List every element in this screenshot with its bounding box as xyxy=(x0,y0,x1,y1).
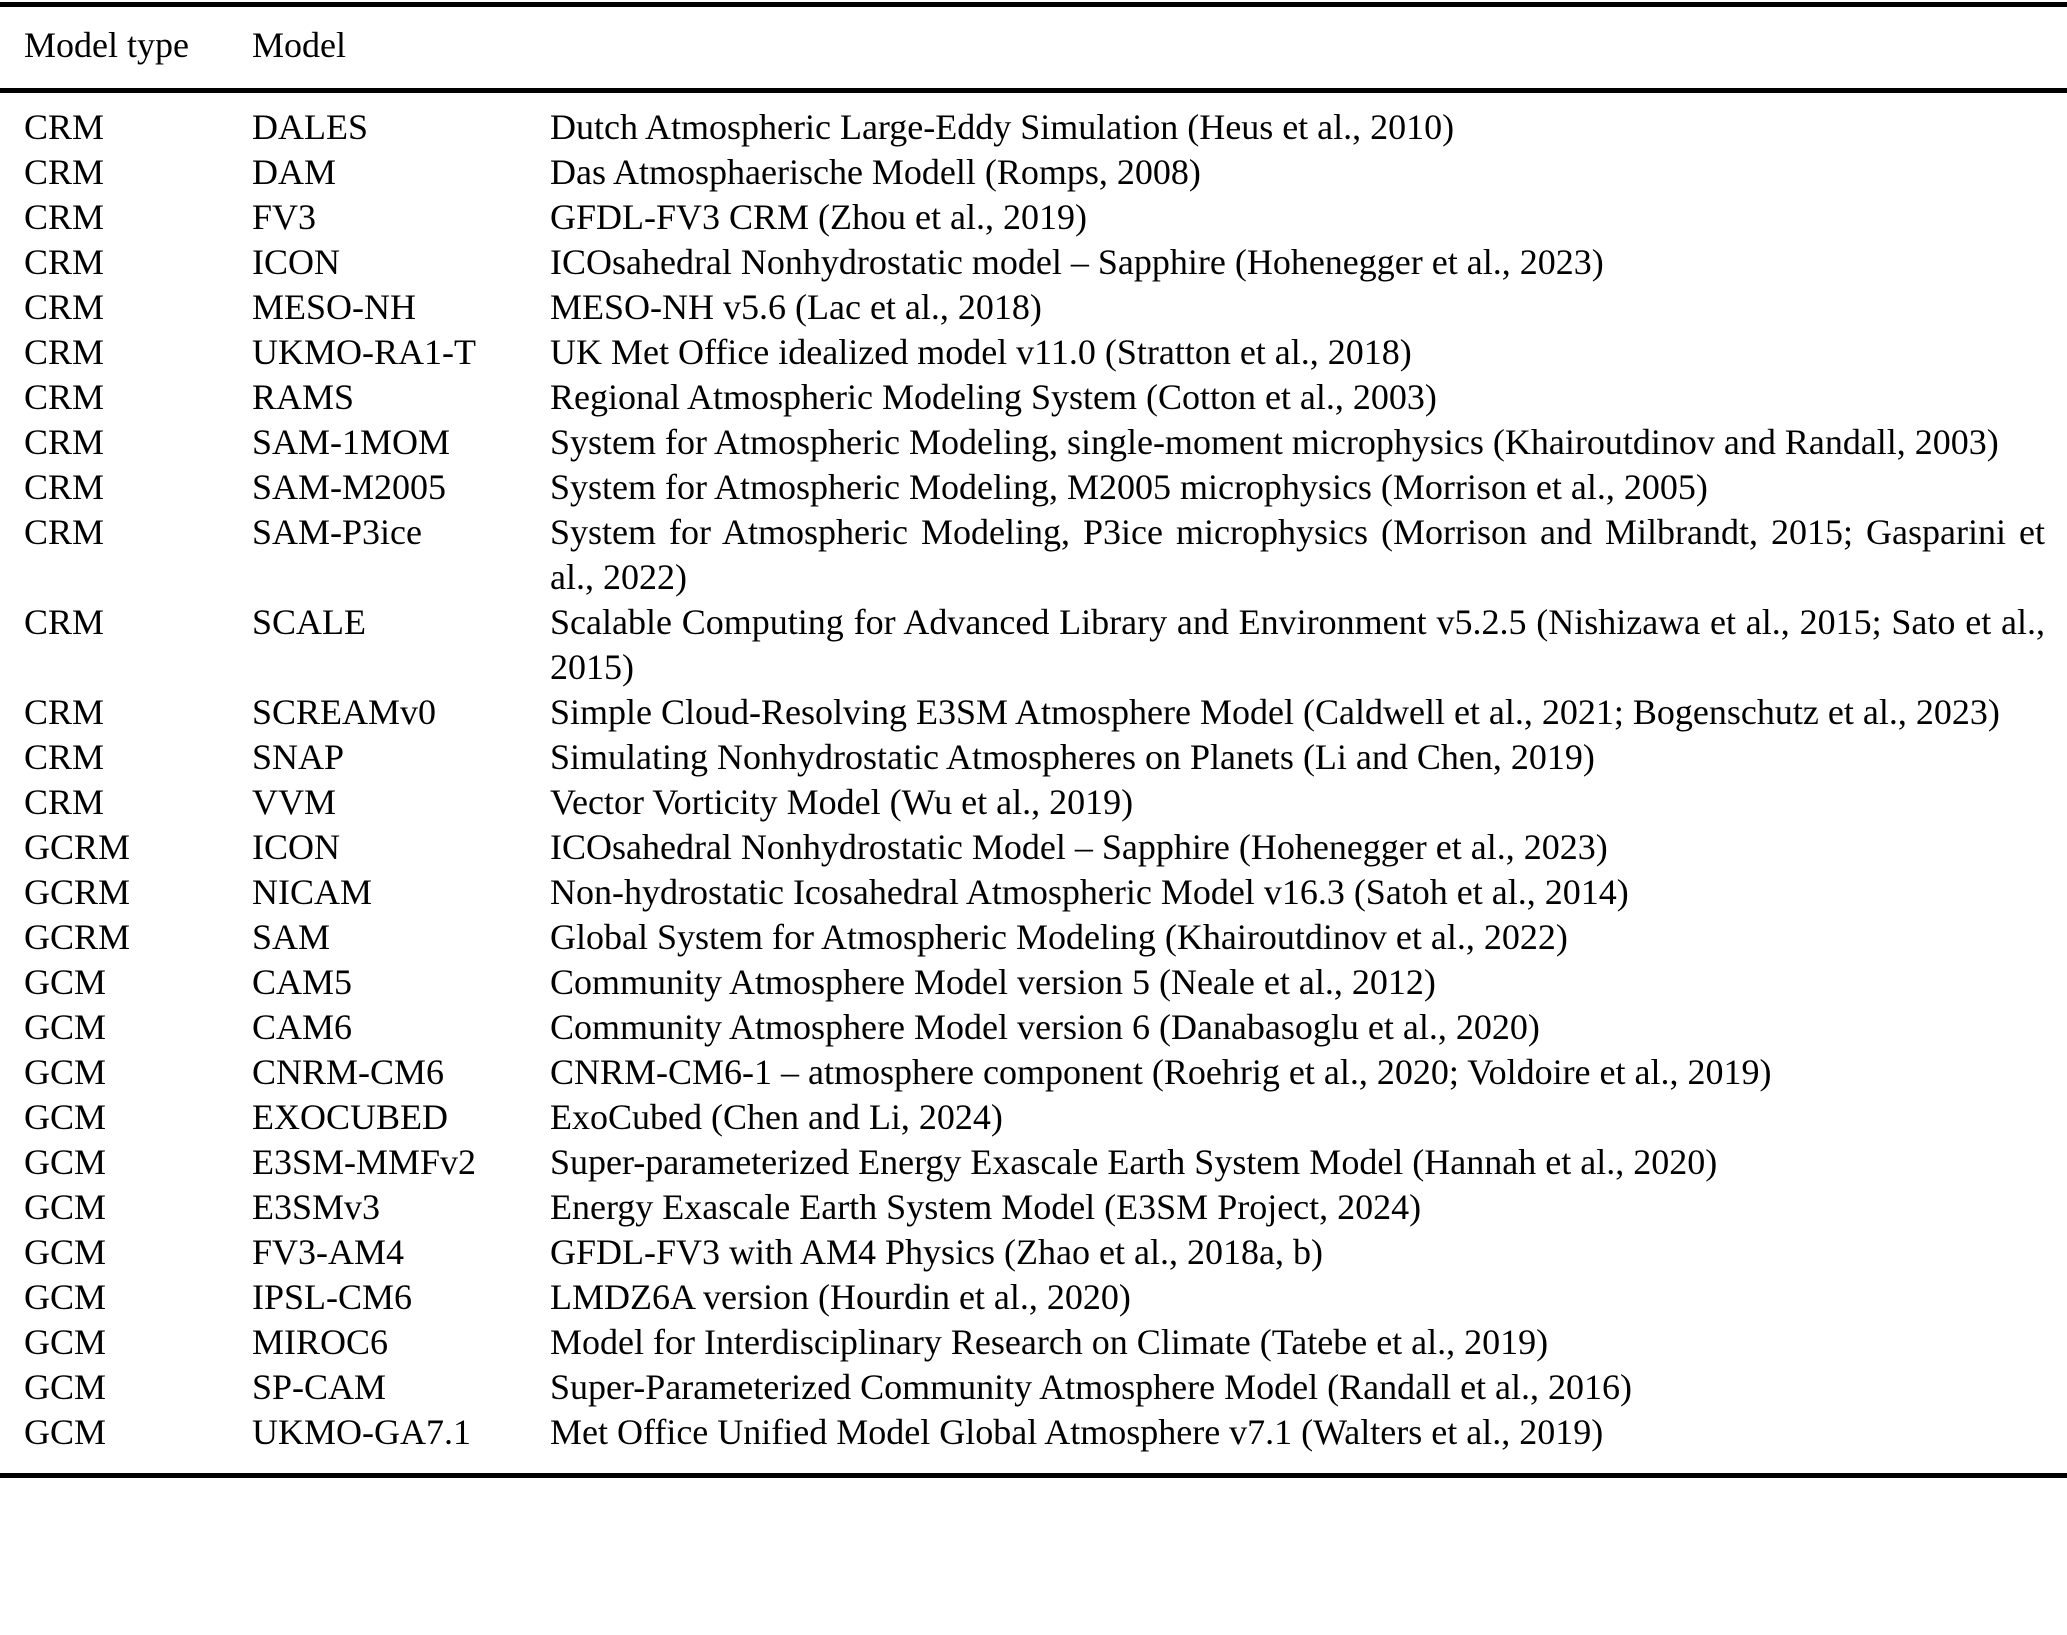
model-description-cell: UK Met Office idealized model v11.0 (Stratton et al., 2018) xyxy=(550,332,1412,372)
model-name-cell: MESO-NH xyxy=(252,287,417,327)
model-description-cell: ICOsahedral Nonhydrostatic Model – Sapphire (Hohenegger et al., 2023) xyxy=(550,827,1608,867)
table-row xyxy=(0,195,2067,240)
table-header-row xyxy=(0,7,2067,88)
model-name-cell: CAM5 xyxy=(252,962,353,1002)
model-description-cell: Vector Vorticity Model (Wu et al., 2019) xyxy=(550,782,1134,822)
model-name-cell: SNAP xyxy=(252,737,345,777)
column-header-model-type: Model type xyxy=(24,25,189,65)
table-bottom-rule xyxy=(0,1473,2067,1478)
table-row xyxy=(0,510,2067,600)
model-type-cell: GCM xyxy=(24,1187,107,1227)
model-type-cell: CRM xyxy=(24,287,105,327)
model-type-cell: GCM xyxy=(24,1322,107,1362)
table-row xyxy=(0,1365,2067,1410)
table-row xyxy=(0,1410,2067,1455)
model-type-cell: CRM xyxy=(24,512,105,552)
model-name-cell: MIROC6 xyxy=(252,1322,389,1362)
model-name-cell: VVM xyxy=(252,782,337,822)
model-name-cell: SAM-M2005 xyxy=(252,467,447,507)
model-description-cell: System for Atmospheric Modeling, single-moment microphysics (Khairoutdinov and Randall, 2003) xyxy=(550,422,1999,462)
model-name-cell: IPSL-CM6 xyxy=(252,1277,413,1317)
model-description-cell: Global System for Atmospheric Modeling (Khairoutdinov et al., 2022) xyxy=(550,917,1568,957)
model-type-cell: CRM xyxy=(24,737,105,777)
model-name-cell: SAM-P3ice xyxy=(252,512,422,552)
model-description-cell: Community Atmosphere Model version 5 (Neale et al., 2012) xyxy=(550,962,1436,1002)
table-row xyxy=(0,465,2067,510)
table-row xyxy=(0,1005,2067,1050)
model-type-cell: GCM xyxy=(24,1412,107,1452)
model-type-cell: GCM xyxy=(24,1097,107,1137)
model-type-cell: CRM xyxy=(24,782,105,822)
model-name-cell: SP-CAM xyxy=(252,1367,387,1407)
model-type-cell: GCRM xyxy=(24,827,131,867)
model-name-cell: CNRM-CM6 xyxy=(252,1052,445,1092)
table-row xyxy=(0,825,2067,870)
model-type-cell: GCRM xyxy=(24,917,131,957)
model-type-cell: GCRM xyxy=(24,872,131,912)
model-description-cell: Community Atmosphere Model version 6 (Danabasoglu et al., 2020) xyxy=(550,1007,1540,1047)
model-name-cell: CAM6 xyxy=(252,1007,353,1047)
column-header-model: Model xyxy=(252,25,346,65)
model-name-cell: UKMO-GA7.1 xyxy=(252,1412,471,1452)
model-type-cell: GCM xyxy=(24,962,107,1002)
model-description-cell: LMDZ6A version (Hourdin et al., 2020) xyxy=(550,1277,1131,1317)
model-name-cell: E3SMv3 xyxy=(252,1187,381,1227)
model-description-cell: Regional Atmospheric Modeling System (Cotton et al., 2003) xyxy=(550,377,1437,417)
model-type-cell: GCM xyxy=(24,1367,107,1407)
table-row xyxy=(0,915,2067,960)
model-name-cell: E3SM-MMFv2 xyxy=(252,1142,477,1182)
model-type-cell: CRM xyxy=(24,197,105,237)
table-row xyxy=(0,375,2067,420)
model-description-cell: Energy Exascale Earth System Model (E3SM Project, 2024) xyxy=(550,1187,1422,1227)
model-name-cell: DALES xyxy=(252,107,368,147)
table-row xyxy=(0,285,2067,330)
table-row xyxy=(0,1095,2067,1140)
model-type-cell: GCM xyxy=(24,1142,107,1182)
table-row xyxy=(0,1185,2067,1230)
model-type-cell: GCM xyxy=(24,1232,107,1272)
model-type-cell: CRM xyxy=(24,242,105,282)
model-type-cell: CRM xyxy=(24,602,105,642)
model-name-cell: SCREAMv0 xyxy=(252,692,437,732)
model-description-cell: MESO-NH v5.6 (Lac et al., 2018) xyxy=(550,287,1042,327)
model-description-cell: ExoCubed (Chen and Li, 2024) xyxy=(550,1097,1003,1137)
model-description-cell: Super-parameterized Energy Exascale Earth System Model (Hannah et al., 2020) xyxy=(550,1142,1718,1182)
table-row xyxy=(0,1050,2067,1095)
table-row xyxy=(0,105,2067,150)
model-description-cell: CNRM-CM6-1 – atmosphere component (Roehrig et al., 2020; Voldoire et al., 2019) xyxy=(550,1052,1772,1092)
model-name-cell: RAMS xyxy=(252,377,355,417)
model-type-cell: CRM xyxy=(24,692,105,732)
model-type-cell: GCM xyxy=(24,1277,107,1317)
model-name-cell: NICAM xyxy=(252,872,373,912)
model-description-cell: Met Office Unified Model Global Atmosphere v7.1 (Walters et al., 2019) xyxy=(550,1412,1604,1452)
column-header-description xyxy=(550,23,2045,68)
model-description-cell: Model for Interdisciplinary Research on Climate (Tatebe et al., 2019) xyxy=(550,1322,1549,1362)
model-name-cell: DAM xyxy=(252,152,337,192)
model-type-cell: GCM xyxy=(24,1007,107,1047)
table-row xyxy=(0,150,2067,195)
model-name-cell: SAM xyxy=(252,917,331,957)
table-row xyxy=(0,780,2067,825)
table-row xyxy=(0,1320,2067,1365)
model-description-cell: ICOsahedral Nonhydrostatic model – Sapphire (Hohenegger et al., 2023) xyxy=(550,242,1604,282)
model-type-cell: GCM xyxy=(24,1052,107,1092)
table-row xyxy=(0,600,2067,690)
model-type-cell: CRM xyxy=(24,377,105,417)
table-row xyxy=(0,240,2067,285)
model-description-cell: System for Atmospheric Modeling, P3ice microphysics (Morrison and Milbrandt, 2015; Gasparini et al., 2022) xyxy=(550,512,2045,597)
table-body xyxy=(0,93,2067,1473)
model-description-cell: GFDL-FV3 CRM (Zhou et al., 2019) xyxy=(550,197,1087,237)
table-row xyxy=(0,870,2067,915)
table-row xyxy=(0,1275,2067,1320)
model-type-cell: CRM xyxy=(24,467,105,507)
model-description-cell: System for Atmospheric Modeling, M2005 microphysics (Morrison et al., 2005) xyxy=(550,467,1708,507)
table-row xyxy=(0,330,2067,375)
paper-table-page xyxy=(0,2,2067,1635)
table-row xyxy=(0,1140,2067,1185)
model-description-cell: Scalable Computing for Advanced Library and Environment v5.2.5 (Nishizawa et al., 2015; Sato et al., 2015) xyxy=(550,602,2045,687)
model-name-cell: ICON xyxy=(252,242,340,282)
model-description-cell: Dutch Atmospheric Large-Eddy Simulation (Heus et al., 2010) xyxy=(550,107,1455,147)
model-name-cell: ICON xyxy=(252,827,340,867)
model-description-cell: Simulating Nonhydrostatic Atmospheres on Planets (Li and Chen, 2019) xyxy=(550,737,1595,777)
table-row xyxy=(0,420,2067,465)
model-type-cell: CRM xyxy=(24,422,105,462)
model-name-cell: FV3 xyxy=(252,197,317,237)
table-row xyxy=(0,1230,2067,1275)
model-description-cell: Das Atmosphaerische Modell (Romps, 2008) xyxy=(550,152,1201,192)
model-type-cell: CRM xyxy=(24,152,105,192)
model-description-cell: Non-hydrostatic Icosahedral Atmospheric Model v16.3 (Satoh et al., 2014) xyxy=(550,872,1629,912)
model-name-cell: EXOCUBED xyxy=(252,1097,448,1137)
model-type-cell: CRM xyxy=(24,107,105,147)
model-name-cell: SCALE xyxy=(252,602,367,642)
table-row xyxy=(0,690,2067,735)
table-row xyxy=(0,960,2067,1005)
model-type-cell: CRM xyxy=(24,332,105,372)
model-name-cell: FV3-AM4 xyxy=(252,1232,405,1272)
table-row xyxy=(0,735,2067,780)
model-name-cell: UKMO-RA1-T xyxy=(252,332,476,372)
model-name-cell: SAM-1MOM xyxy=(252,422,451,462)
model-description-cell: GFDL-FV3 with AM4 Physics (Zhao et al., 2018a, b) xyxy=(550,1232,1323,1272)
model-description-cell: Super-Parameterized Community Atmosphere Model (Randall et al., 2016) xyxy=(550,1367,1633,1407)
model-description-cell: Simple Cloud-Resolving E3SM Atmosphere Model (Caldwell et al., 2021; Bogenschutz et al., 2023) xyxy=(550,692,2000,732)
